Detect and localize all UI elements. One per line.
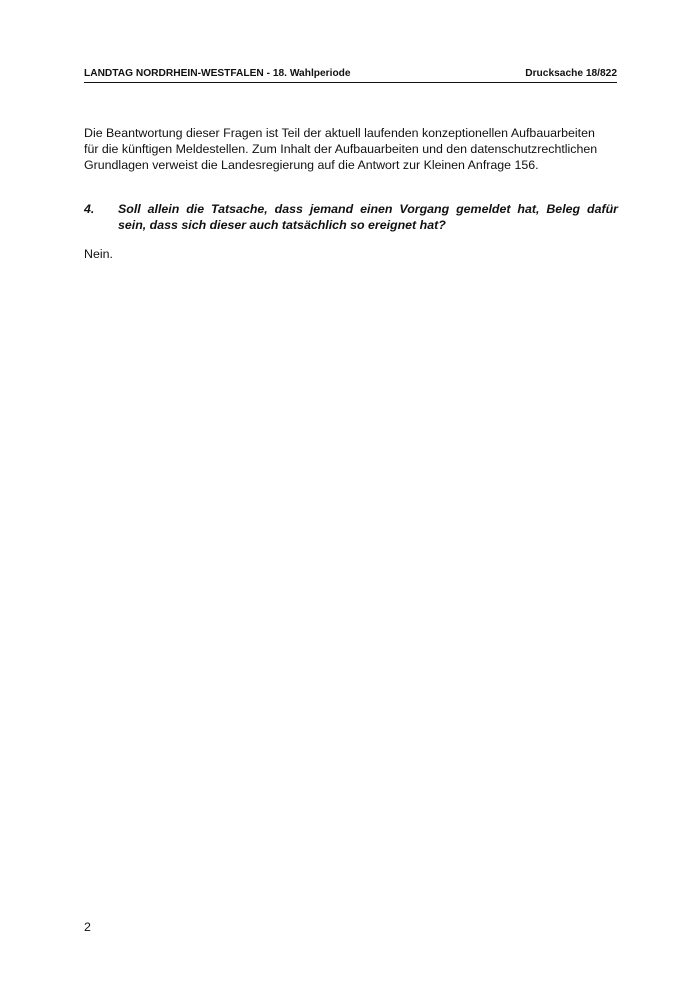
header-rule	[84, 82, 617, 83]
question-answer: Nein.	[84, 247, 113, 261]
paragraph-line: für die künftigen Meldestellen. Zum Inhalt der Aufbauarbeiten und den datenschutzrechtlichen	[84, 142, 598, 156]
header-parliament-title: LANDTAG NORDRHEIN-WESTFALEN - 18. Wahlperiode	[84, 68, 351, 79]
paragraph-line: Die Beantwortung dieser Fragen ist Teil der aktuell laufenden konzeptionellen Aufbauarbeiten	[84, 126, 595, 140]
question-number: 4.	[84, 202, 95, 216]
page-number: 2	[84, 920, 91, 934]
header-document-number: Drucksache 18/822	[525, 68, 617, 79]
page-header	[84, 67, 617, 80]
paragraph-line: Grundlagen verweist die Landesregierung auf die Antwort zur Kleinen Anfrage 156.	[84, 158, 539, 172]
question-line: sein, dass sich dieser auch tatsächlich so ereignet hat?	[118, 218, 446, 232]
question-line: Soll allein die Tatsache, dass jemand einen Vorgang gemeldet hat, Beleg dafür	[118, 202, 618, 216]
question-text	[118, 201, 618, 233]
answer-paragraph	[84, 125, 618, 173]
